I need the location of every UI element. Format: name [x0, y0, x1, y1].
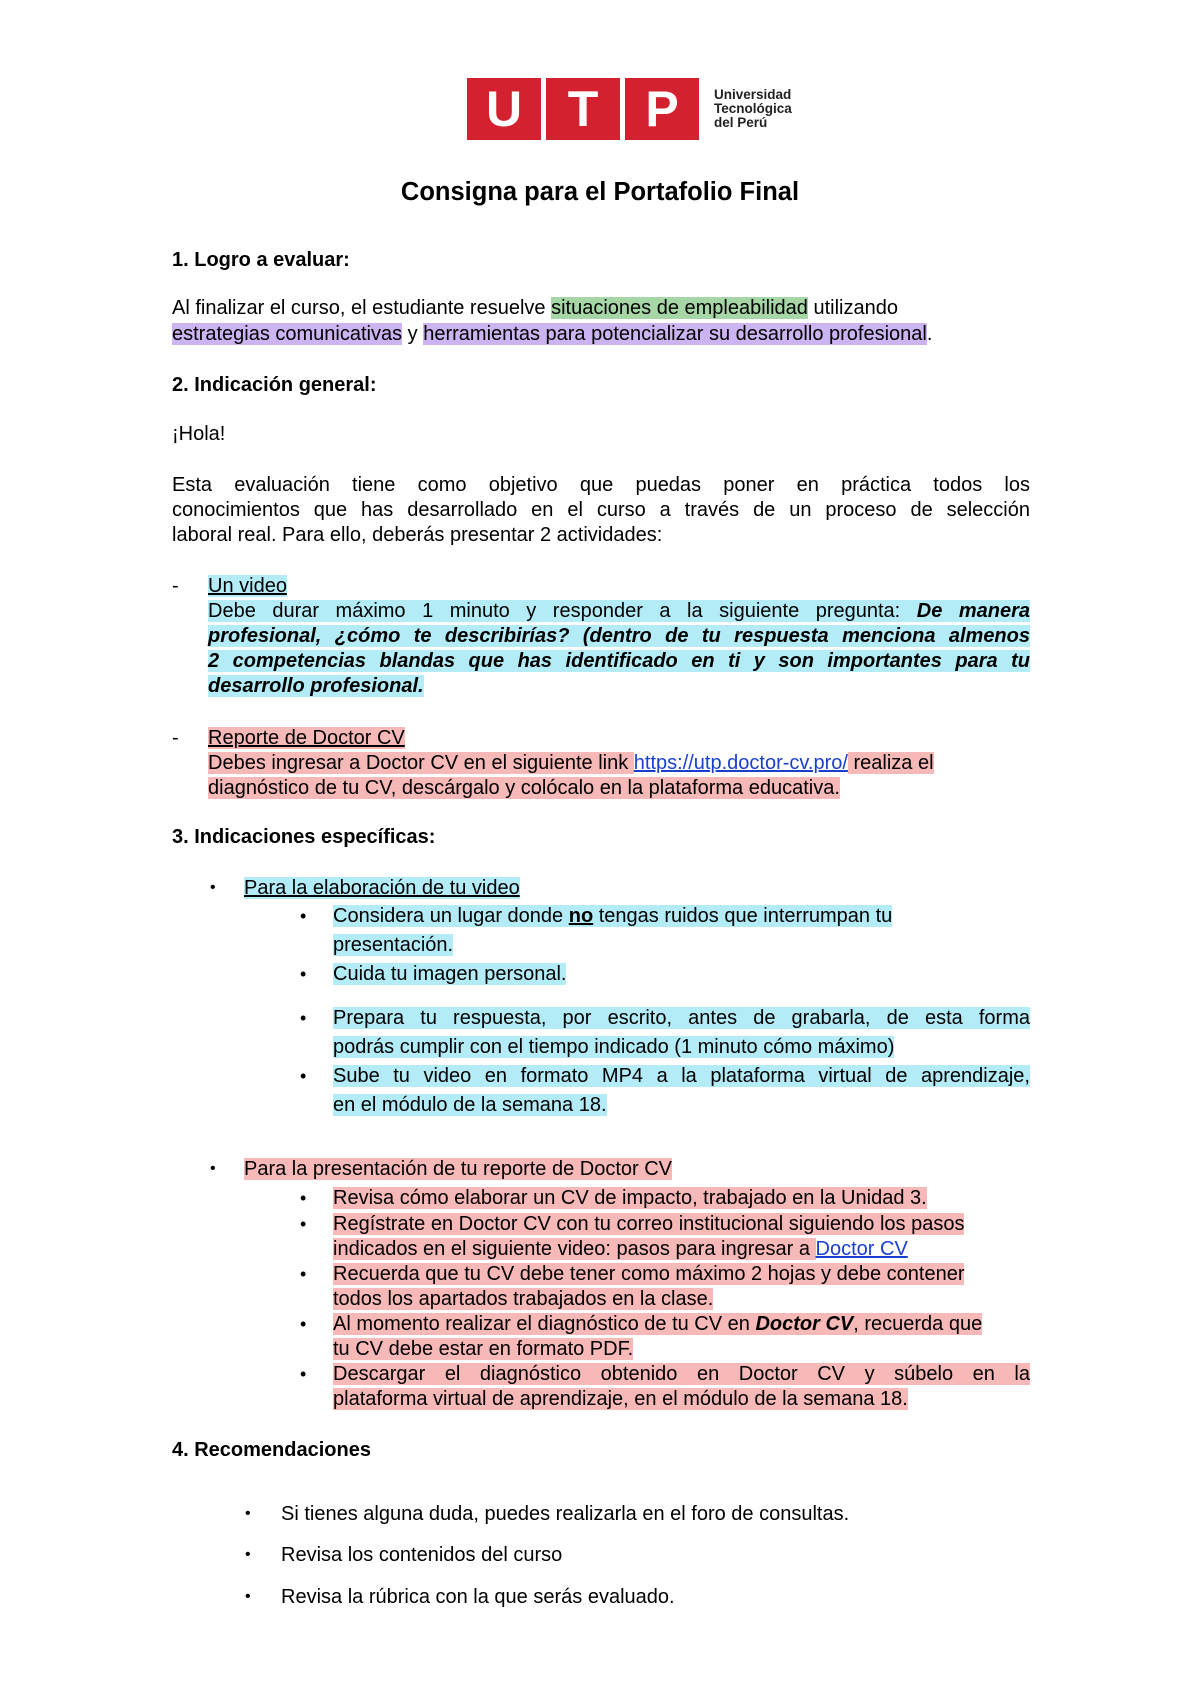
page-title: Consigna para el Portafolio Final: [400, 178, 800, 206]
subbullet-marker: •: [300, 964, 307, 984]
video-item-4-line-2: en el módulo de la semana 18.: [333, 1094, 607, 1116]
intro-line-1: Esta evaluación tiene como objetivo que puedas poner en práctica todos los: [172, 474, 1030, 496]
logo-letter-u: U: [467, 78, 541, 140]
dash-marker: -: [172, 575, 179, 597]
video-question-line-2: profesional, ¿cómo te describirías? (dentro de tu respuesta menciona almenos: [208, 625, 1030, 647]
section-3-heading: 3. Indicaciones específicas:: [172, 826, 436, 848]
report-item-2-line-2: indicados en el siguiente video: pasos para ingresar a Doctor CV: [333, 1238, 908, 1260]
report-item-5-line-1: Descargar el diagnóstico obtenido en Doctor CV y súbelo en la: [333, 1363, 1030, 1385]
activity-video-title: Un video: [208, 575, 287, 597]
highlight-empleabilidad: situaciones de empleabilidad: [551, 297, 808, 319]
bullet-marker: •: [245, 1546, 251, 1563]
intro-line-3: laboral real. Para ello, deberás presentar 2 actividades:: [172, 524, 663, 546]
video-item-2: Cuida tu imagen personal.: [333, 963, 567, 985]
section-1-text-line-1: Al finalizar el curso, el estudiante resuelve situaciones de empleabilidad utilizando: [172, 297, 898, 319]
logo-letter-t: T: [546, 78, 620, 140]
bullet-marker: •: [245, 1505, 251, 1522]
report-item-1: Revisa cómo elaborar un CV de impacto, trabajado en la Unidad 3.: [333, 1187, 927, 1209]
subbullet-marker: •: [300, 1364, 307, 1384]
video-item-1-line-2: presentación.: [333, 934, 454, 956]
logo-letter-p: P: [625, 78, 699, 140]
subbullet-marker: •: [300, 1188, 307, 1208]
doctor-cv-link[interactable]: https://utp.doctor-cv.pro/: [633, 752, 848, 774]
section-2-heading: 2. Indicación general:: [172, 374, 377, 396]
video-question-line-1: Debe durar máximo 1 minuto y responder a la siguiente pregunta: De manera: [208, 600, 1030, 622]
report-line-1: Debes ingresar a Doctor CV en el siguiente link https://utp.doctor-cv.pro/ realiza el: [208, 752, 934, 774]
recommendation-2: Revisa los contenidos del curso: [281, 1544, 563, 1566]
video-question-line-4: desarrollo profesional.: [208, 675, 424, 697]
report-item-2-line-1: Regístrate en Doctor CV con tu correo institucional siguiendo los pasos: [333, 1213, 965, 1235]
report-subsection-title: Para la presentación de tu reporte de Doctor CV: [244, 1158, 673, 1180]
bullet-marker: •: [210, 879, 216, 896]
recommendation-3: Revisa la rúbrica con la que serás evaluado.: [281, 1586, 675, 1608]
greeting: ¡Hola!: [172, 423, 226, 445]
section-4-heading: 4. Recomendaciones: [172, 1439, 371, 1461]
section-1-heading: 1. Logro a evaluar:: [172, 249, 350, 271]
video-subsection-title: Para la elaboración de tu video: [244, 877, 520, 899]
logo-wordmark: Universidad Tecnológica del Perú: [714, 87, 792, 130]
bullet-marker: •: [245, 1588, 251, 1605]
report-item-3-line-2: todos los apartados trabajados en la clase.: [333, 1288, 714, 1310]
subbullet-marker: •: [300, 1314, 307, 1334]
highlight-herramientas: herramientas para potencializar su desarrollo profesional: [423, 323, 927, 345]
doctor-cv-video-link[interactable]: Doctor CV: [815, 1238, 908, 1260]
report-item-3-line-1: Recuerda que tu CV debe tener como máximo 2 hojas y debe contener: [333, 1263, 965, 1285]
video-item-1-line-1: Considera un lugar donde no tengas ruidos que interrumpan tu: [333, 905, 893, 927]
utp-logo: [467, 78, 792, 140]
video-item-3-line-1: Prepara tu respuesta, por escrito, antes de grabarla, de esta forma: [333, 1007, 1030, 1029]
report-line-2: diagnóstico de tu CV, descárgalo y colócalo en la plataforma educativa.: [208, 777, 840, 799]
dash-marker: -: [172, 727, 179, 749]
video-question-line-3: 2 competencias blandas que has identificado en ti y son importantes para tu: [208, 650, 1030, 672]
report-item-4-line-1: Al momento realizar el diagnóstico de tu CV en Doctor CV, recuerda que: [333, 1313, 983, 1335]
subbullet-marker: •: [300, 1066, 307, 1086]
video-item-4-line-1: Sube tu video en formato MP4 a la plataforma virtual de aprendizaje,: [333, 1065, 1030, 1087]
report-item-5-line-2: plataforma virtual de aprendizaje, en el módulo de la semana 18.: [333, 1388, 908, 1410]
subbullet-marker: •: [300, 1264, 307, 1284]
section-1-text-line-2: estrategias comunicativas y herramientas para potencializar su desarrollo profesional.: [172, 323, 933, 345]
activity-report-title: Reporte de Doctor CV: [208, 727, 405, 749]
subbullet-marker: •: [300, 1214, 307, 1234]
subbullet-marker: •: [300, 906, 307, 926]
recommendation-1: Si tienes alguna duda, puedes realizarla en el foro de consultas.: [281, 1503, 850, 1525]
subbullet-marker: •: [300, 1008, 307, 1028]
bullet-marker: •: [210, 1160, 216, 1177]
video-item-3-line-2: podrás cumplir con el tiempo indicado (1 minuto cómo máximo): [333, 1036, 895, 1058]
intro-line-2: conocimientos que has desarrollado en el curso a través de un proceso de selección: [172, 499, 1030, 521]
highlight-estrategias: estrategias comunicativas: [172, 323, 403, 345]
report-item-4-line-2: tu CV debe estar en formato PDF.: [333, 1338, 634, 1360]
